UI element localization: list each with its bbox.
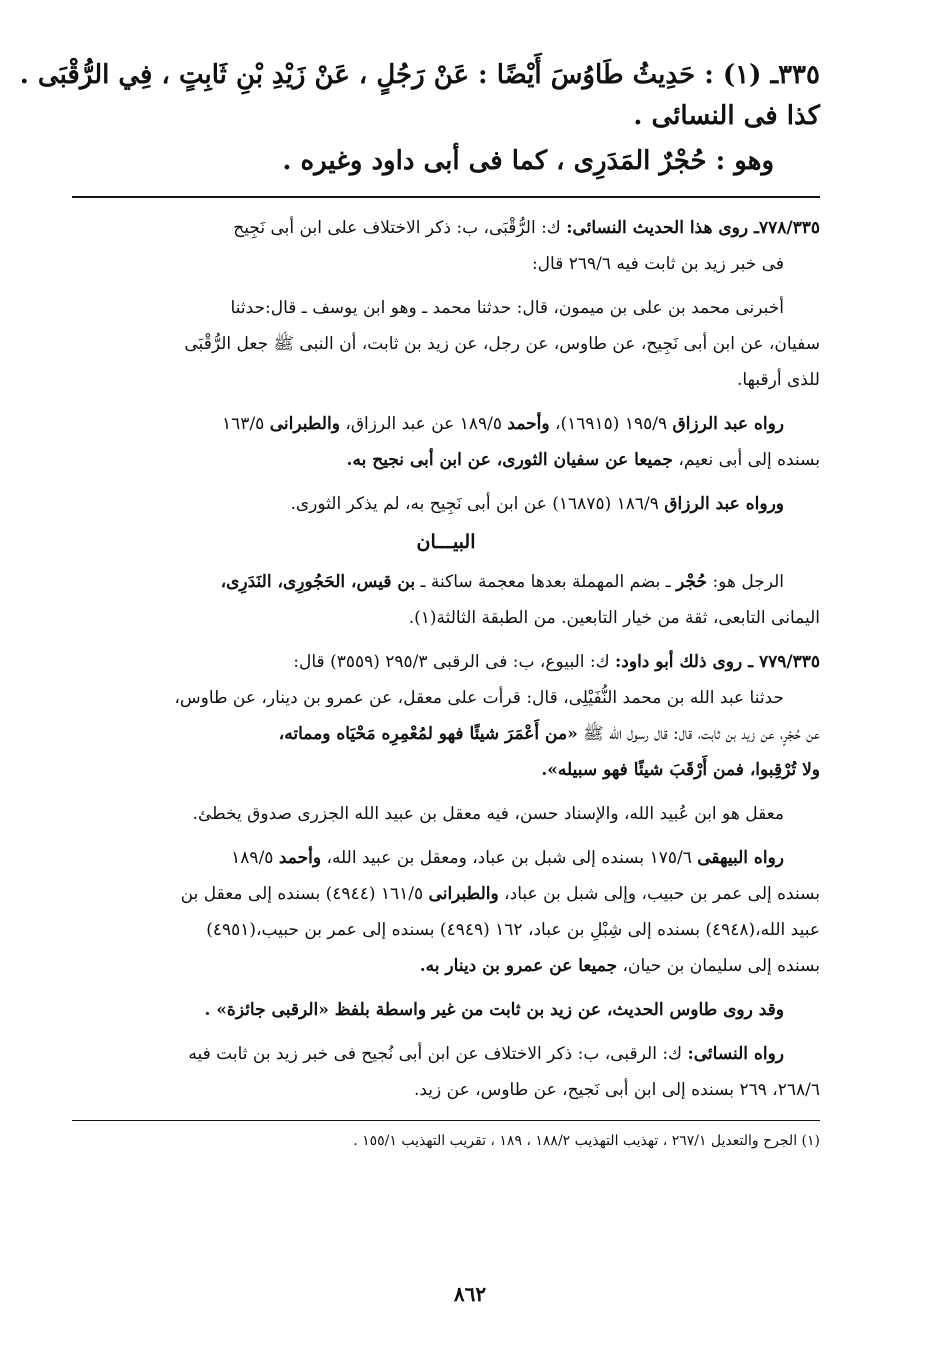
additional-narration: وقد روى طاوس الحديث، عن زيد بن ثابت من غير واسطة بلفظ «الرقبى جائزة» . [204, 999, 784, 1020]
section-heading: البيـــان [416, 530, 476, 553]
source-ref: ١٨٦/٩ (١٦٨٧٥) عن ابن أبى نَجِيح به، لم يذكر الثورى. [290, 493, 665, 514]
commentary [72, 210, 820, 1108]
source-ref: بسنده إلى سليمان بن حيان، [617, 955, 820, 976]
sources-778-line-3 [72, 486, 820, 522]
main-text-line-2: كذا فى النسائى . [633, 101, 820, 132]
takhrij-779-line-1 [72, 644, 820, 680]
takhrij-text: ك: الرُّقْبَى، ب: ذكر الاختلاف على ابن أبى نَجِيح [233, 217, 567, 238]
page-content [19, 60, 820, 1153]
sources-779-line-3: عبيد الله،(٤٩٤٨) بسنده إلى شِبْلِ بن عباد، ١٦٢ (٤٩٤٩) بسنده إلى عمر بن حبيب،(٤٩٥١) [206, 919, 820, 940]
main-text [19, 60, 820, 178]
sources-779-line-4 [72, 948, 820, 984]
bayan-line-1 [72, 564, 820, 600]
sources-779-line-1 [72, 840, 820, 876]
sources-779-line-2 [72, 876, 820, 912]
source-ref: ك: الرقبى، ب: ذكر الاختلاف عن ابن أبى نُجيح فى خبر زيد بن ثابت فيه [188, 1043, 688, 1064]
footnote-divider [72, 1120, 820, 1121]
bayan-text: ـ بضم المهملة بعدها معجمة ساكنة ـ [415, 571, 677, 592]
source-ref: ١٦٣/٥ [222, 413, 270, 434]
sources-778-line-2 [72, 442, 820, 478]
hadith-isnad: عن حُجْرٍ، عن زيد بن ثابت، قال: قال رسول الله ﷺ [577, 723, 820, 744]
hadith-778-line-1: أخبرنى محمد بن على بن ميمون، قال: حدثنا محمد ـ وهو ابن يوسف ـ قال:حدثنا [230, 297, 784, 318]
source-name: رواه النسائى: [687, 1043, 784, 1064]
takhrij-778-line-2: فى خبر زيد بن ثابت فيه ٢٦٩/٦ قال: [531, 253, 784, 274]
narrator-name: حُجْر [676, 571, 708, 592]
source-summary: جميعا عن عمرو بن دينار به. [419, 955, 618, 976]
takhrij-label: ٧٧٨/٣٣٥ـ روى هذا الحديث النسائى: [566, 217, 820, 238]
hadith-779-line-1: حدثنا عبد الله بن محمد النُّفَيْلِى، قال: قرأت على معقل، عن عمرو بن دينار، عن طاوس، [174, 687, 784, 708]
bayan-line-2: اليمانى التابعى، ثقة من خيار التابعين. من الطبقة الثالثة(١). [408, 607, 820, 628]
source-summary: جميعا عن سفيان الثورى، عن ابن أبى نجيح به. [346, 449, 673, 470]
source-ref: ١٨٩/٥ عن عبد الرزاق، [339, 413, 508, 434]
source-ref: ١٦١/٥ (٤٩٤٤) بسنده إلى معقل بن [180, 883, 429, 904]
source-ref: بسنده إلى عمر بن حبيب، وإلى شبل بن عباد، [498, 883, 820, 904]
narrator-lineage: بن قيس، الحَجُورِى، النَدَرِى، [220, 571, 416, 592]
sources-extra-line-1 [72, 1036, 820, 1072]
bayan-text: الرجل هو: [707, 571, 784, 592]
source-name: رواه البيهقى [697, 847, 784, 868]
source-ref: ١٩٥/٩ (١٦٩١٥)، [549, 413, 673, 434]
source-name: وأحمد [507, 413, 550, 434]
main-text-line-1: ٣٣٥ـ (١) : حَدِيثُ طَاوُسَ أَيْضًا : عَنْ رَجُلٍ ، عَنْ زَيْدِ بْنِ ثَابِتٍ ، فِي الرُّقْبَى . [19, 60, 820, 90]
sources-778-line-1 [72, 406, 820, 442]
source-name: وأحمد [278, 847, 322, 868]
sources-extra-line-2: ٢٦٨/٦، ٢٦٩ بسنده إلى ابن أبى نَجيح، عن طاوس، عن زيد. [413, 1079, 820, 1100]
page-number: ٨٦٢ [453, 1282, 487, 1306]
hadith-779-line-2 [72, 716, 820, 752]
source-name: والطبرانى [428, 883, 499, 904]
hadith-778-line-3: للذى أرقبها. [736, 369, 820, 390]
source-ref: بسنده إلى أبى نعيم، [672, 449, 820, 470]
main-divider [72, 196, 820, 198]
footnote: (١) الجرح والتعديل ٢٦٧/١ ، تهذيب التهذيب ١٨٨/٢ ، ١٨٩ ، تقريب التهذيب ١٥٥/١ . [353, 1132, 820, 1149]
hadith-778-line-2: سفيان، عن ابن أبى نَجِيح، عن طاوس، عن رجل، عن زيد بن ثابت، أن النبى ﷺ جعل الرُّقْبَى [184, 333, 820, 354]
source-ref: ١٨٩/٥ [231, 847, 279, 868]
takhrij-778-line-1 [72, 210, 820, 246]
main-text-line-3: وهو : حُجْرٌ المَدَرِى ، كما فى أبى داود وغيره . [282, 146, 774, 177]
source-name: والطبرانى [269, 413, 340, 434]
source-ref: ١٧٥/٦ بسنده إلى شبل بن عباد، ومعقل بن عبيد الله، [321, 847, 698, 868]
hadith-matn: «من أَعْمَرَ شيئًا فهو لمُعْمِرِه مَحْيَاه ومماته، [278, 723, 578, 744]
grading-line: معقل هو ابن عُبيد الله، والإسناد حسن، فيه معقل بن عبيد الله الجزرى صدوق يخطئ. [192, 803, 784, 824]
source-name: ورواه عبد الرزاق [664, 493, 784, 514]
takhrij-label: ٧٧٩/٣٣٥ ـ روى ذلك أبو داود: [615, 651, 820, 672]
takhrij-text: ك: البيوع، ب: فى الرقبى ٢٩٥/٣ (٣٥٥٩) قال: [293, 651, 616, 672]
source-name: رواه عبد الرزاق [672, 413, 784, 434]
hadith-779-line-3: ولا تُرْقِبوا، فمن أَرْقَبَ شيئًا فهو سبيله». [541, 759, 820, 780]
